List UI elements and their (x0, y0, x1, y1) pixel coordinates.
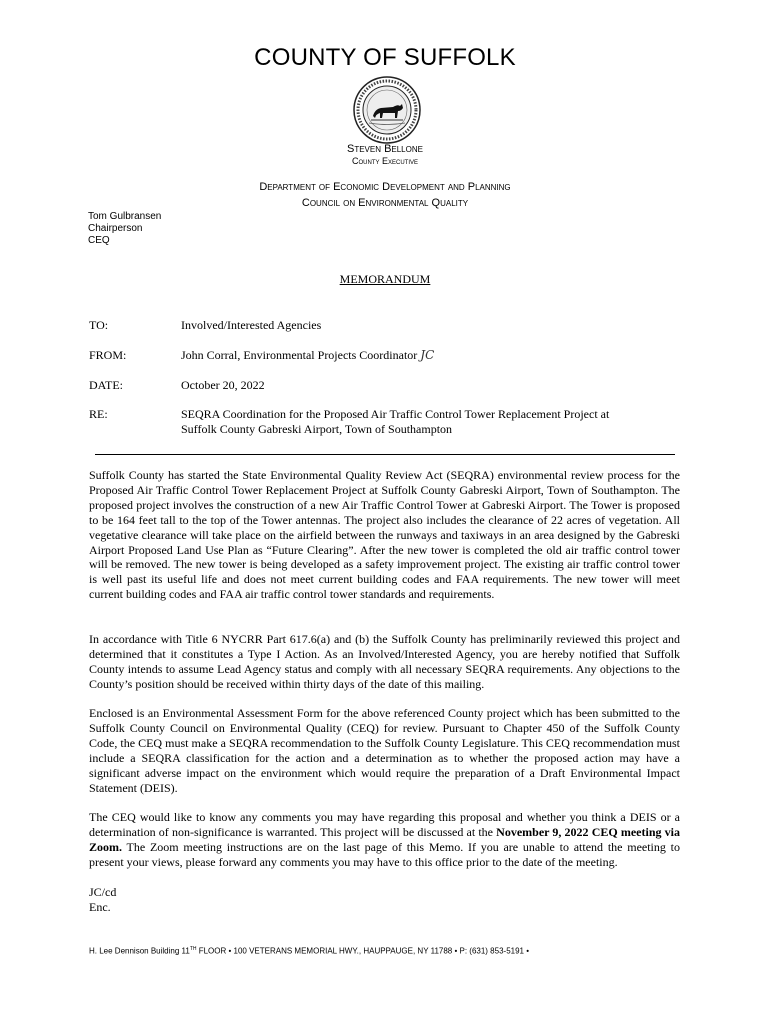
county-title: COUNTY OF SUFFOLK (254, 44, 516, 71)
from-value: John Corral, Environmental Projects Coordinator (181, 348, 418, 362)
footer-superscript: TH (189, 946, 197, 952)
footer-address (89, 946, 529, 956)
re-label: RE: (89, 407, 108, 421)
date-label: DATE: (89, 378, 123, 392)
paragraph-4-text-a: The CEQ would like to know any comments you may have regarding this proposal and whether you think a DEIS or a determination of non-significance is warranted. This project will be discussed at the (89, 810, 680, 839)
re-line-1: SEQRA Coordination for the Proposed Air Traffic Control Tower Replacement Project at (181, 407, 610, 421)
typist-initials: JC/cd (89, 885, 117, 899)
county-seal-icon (353, 76, 421, 144)
chair-org: CEQ (88, 235, 110, 246)
meeting-date-bold: November 9, 2022 CEQ meeting via Zoom. (89, 824, 681, 854)
chair-title: Chairperson (88, 223, 143, 234)
memo-heading: MEMORANDUM (339, 272, 431, 286)
enclosure-note: Enc. (89, 899, 111, 914)
closing-block (89, 885, 116, 915)
body-paragraph-4 (89, 810, 680, 870)
chairperson-block (88, 211, 161, 247)
department-name: Department of Economic Development and Planning (259, 181, 511, 193)
executive-name: Steven Bellone (347, 143, 423, 155)
re-line-2: Suffolk County Gabreski Airport, Town of Southampton (181, 422, 453, 436)
executive-title: County Executive (351, 156, 418, 166)
from-line (181, 348, 434, 363)
chair-name: Tom Gulbransen (88, 211, 162, 222)
paragraph-4-text-b: The Zoom meeting instructions are on the last page of this Memo. If you are unable to attend the meeting to present your views, please forward any comments you may have to this office prior to the date of the meeting. (89, 839, 680, 869)
body-paragraph-1: Suffolk County has started the State Environmental Quality Review Act (SEQRA) environmental review process for the Proposed Air Traffic Control Tower Replacement Project at Suffolk County Gabreski Airport, Town of Southampton. The proposed project involves the construction of a new Air Traffic Control Tower at Gabreski Airport. The Tower is proposed to be 164 feet tall to the top of the Tower antennas. The project also includes the clearance of 22 acres of vegetation. All vegetative clearance will take place on the airfield between the runways and taxiways in an area designed by the Gabreski Airport Proposed Land Use Plan as “Future Clearing”. After the new tower is completed the old air traffic control tower will be removed. The new tower is being developed as a safety improvement project. The existing air traffic control tower is well past its useful life and does not meet current building codes and FAA requirements. The new tower will meet current building codes and FAA air traffic control tower standards and requirements. (89, 468, 680, 602)
signature-initials: JC (420, 348, 435, 362)
body-paragraph-2: In accordance with Title 6 NYCRR Part 617.6(a) and (b) the Suffolk County has preliminarily reviewed this project and determined that it constitutes a Type I Action. As an Involved/Interested Agency, you are hereby notified that Suffolk County intends to assume Lead Agency status and comply with all necessary SEQRA requirements. Any objections to the County’s position should be received within thirty days of the date of this mailing. (89, 632, 680, 691)
to-label: TO: (89, 318, 109, 332)
from-label: FROM: (89, 348, 127, 362)
re-value (181, 407, 609, 437)
footer-part-1: H. Lee Dennison Building 11 (89, 946, 190, 956)
council-name: Council on Environmental Quality (301, 197, 469, 209)
to-value: Involved/Interested Agencies (181, 318, 322, 332)
body-paragraph-3: Enclosed is an Environmental Assessment Form for the above referenced County project which has been submitted to the Suffolk County Council on Environmental Quality (CEQ) for review. Pursuant to Chapter 450 of the Suffolk County Code, the CEQ must make a SEQRA recommendation to the Suffolk County Legislature. This CEQ recommendation must include a SEQRA classification for the action and a determination as to whether the proposed action may have a significant adverse impact on the environment which would require the preparation of a Draft Environmental Impact Statement (DEIS). (89, 706, 680, 795)
footer-part-2: FLOOR • 100 VETERANS MEMORIAL HWY., HAUPPAUGE, NY 11788 • P: (631) 853-5191 • (196, 946, 530, 956)
divider-line (95, 454, 675, 455)
date-value: October 20, 2022 (181, 378, 265, 392)
